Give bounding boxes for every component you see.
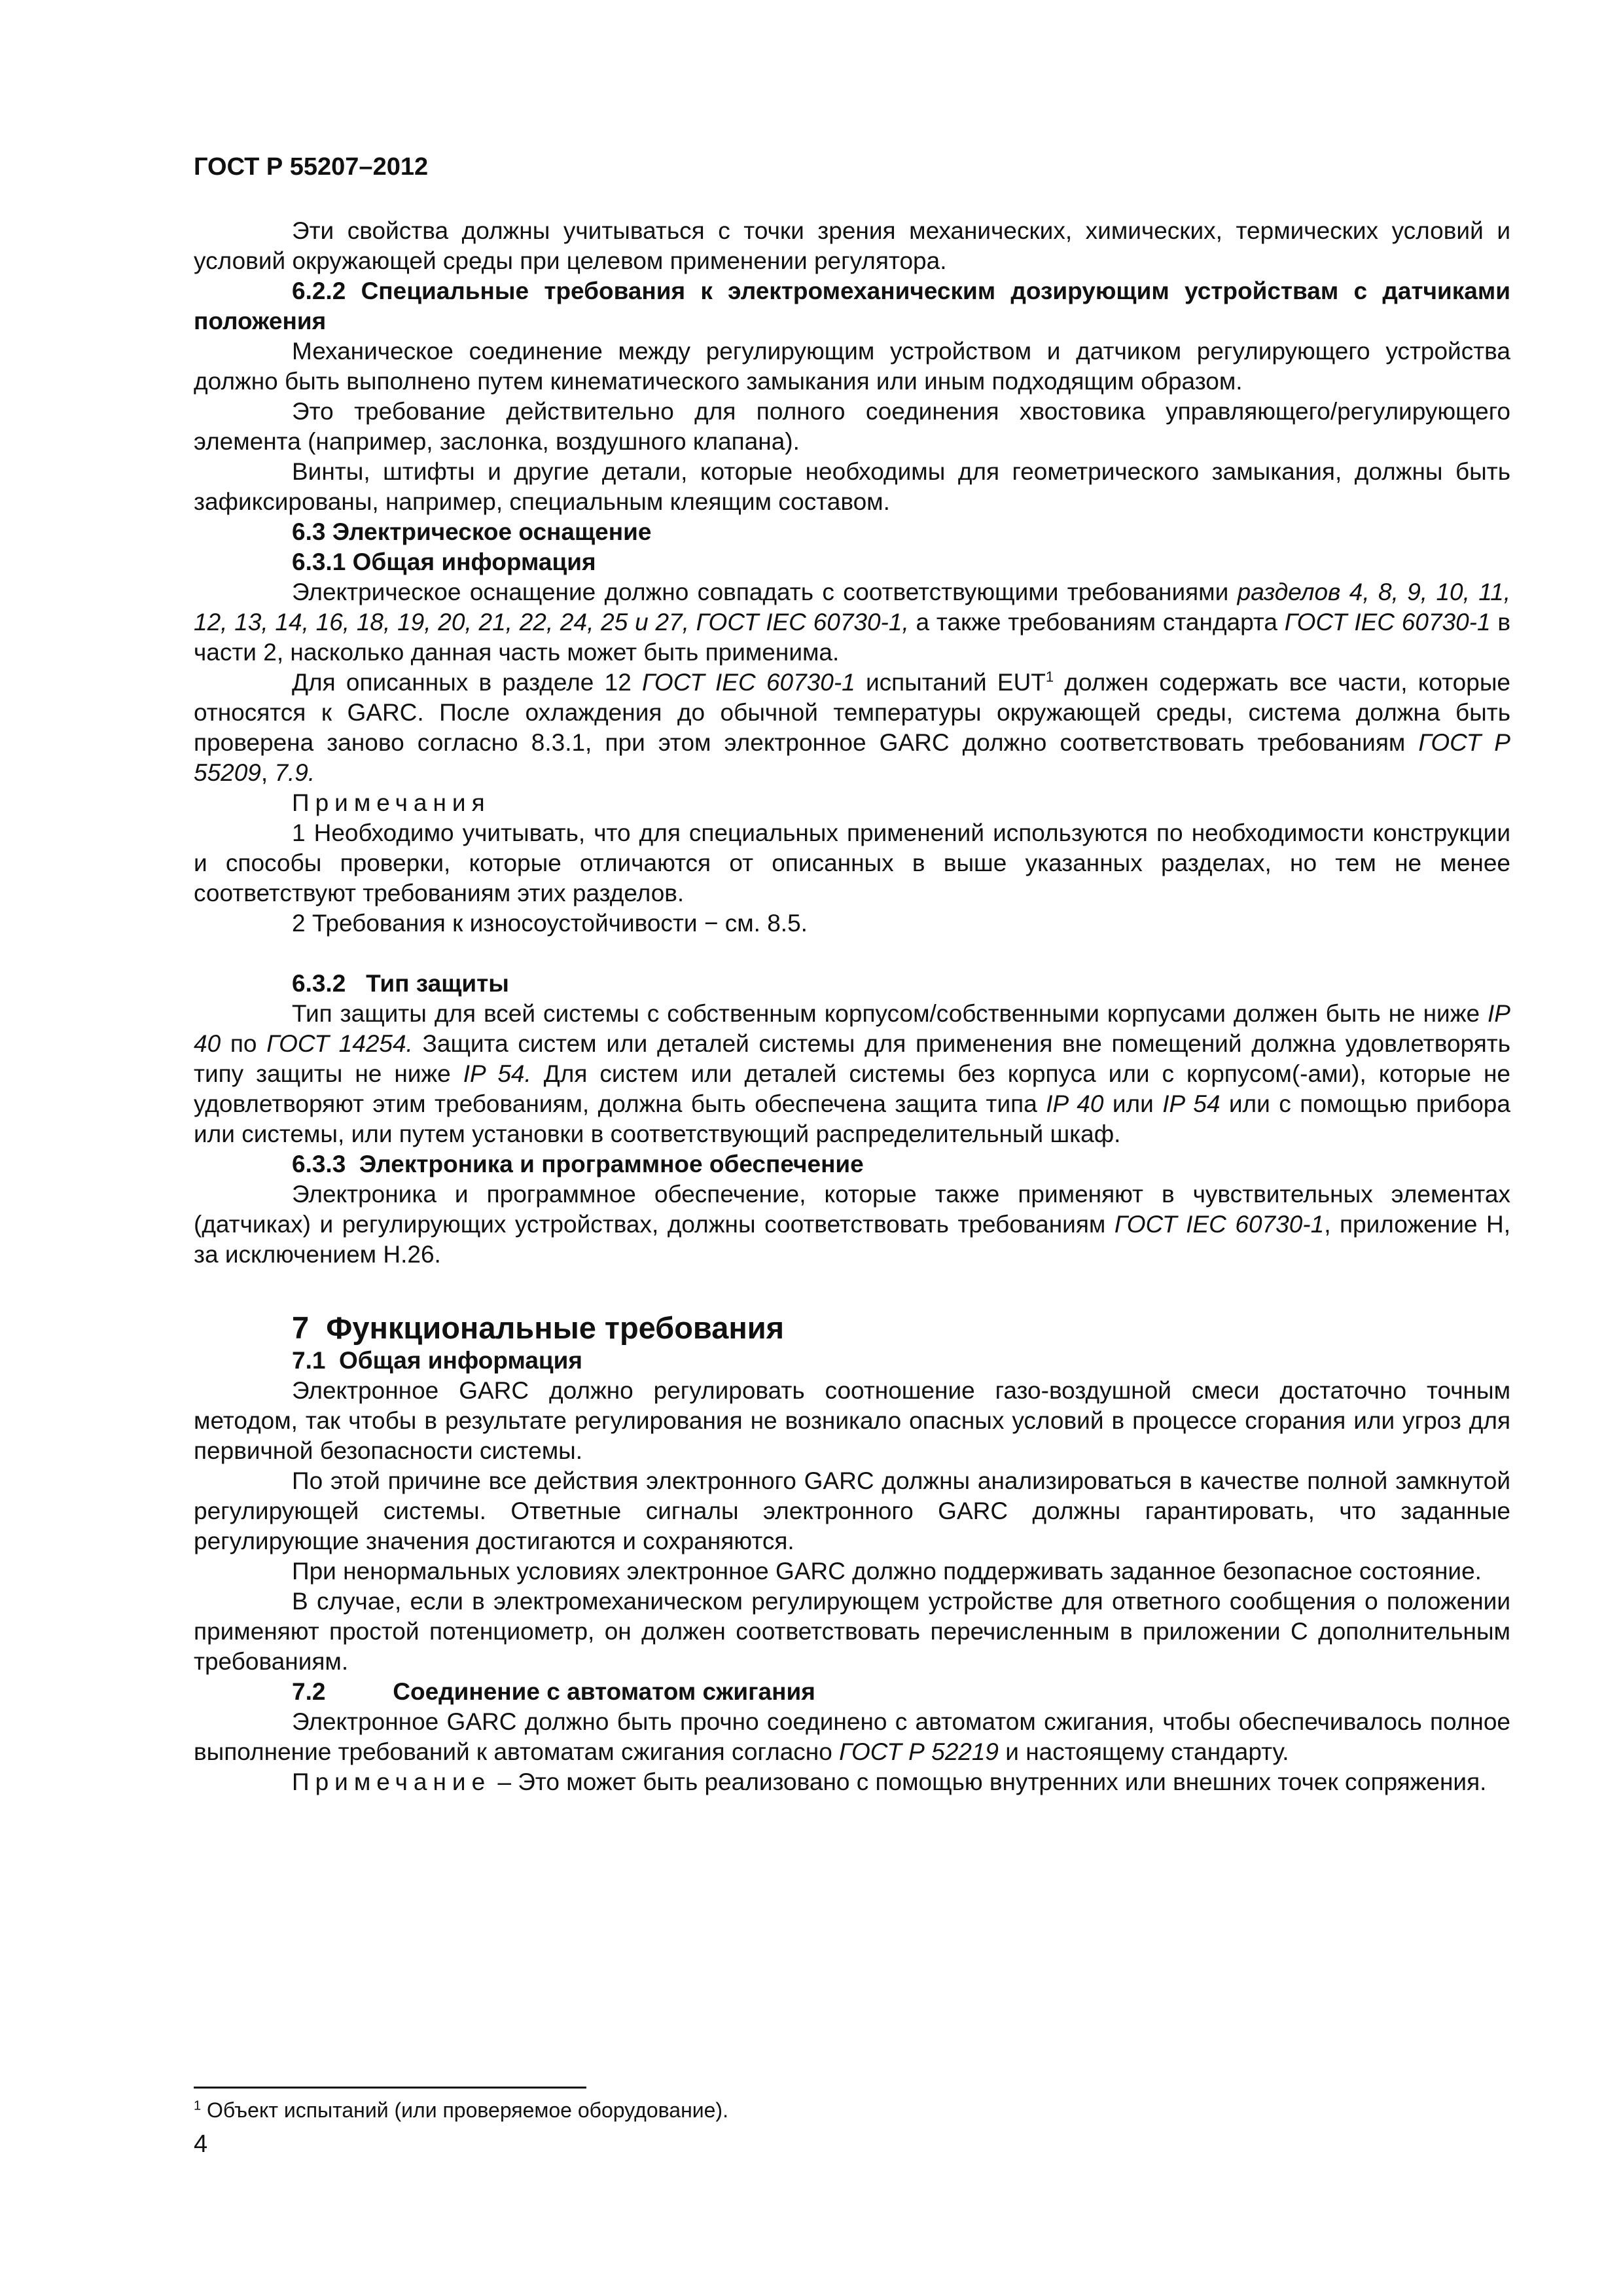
standard-reference: разделов 4, 8, 9, 10, 11, 12, 13, 14, 16, 18, 19, 20, 21, 22, 24, 25 и 27, ГОСТ IEC 60730-1,	[194, 579, 1510, 636]
text-run: Для описанных в разделе 12	[292, 669, 643, 696]
paragraph-protection-type	[194, 999, 1510, 1149]
subsection-heading-6-3-3	[194, 1149, 1510, 1179]
text-run: а также требованиям стандарта	[908, 609, 1285, 636]
footnote-divider	[194, 2087, 586, 2089]
heading-number: 7.2	[292, 1678, 326, 1705]
text-run: – Это может быть реализовано с помощью внутренних или внешних точек сопряжения.	[491, 1768, 1487, 1795]
footnote-text: Объект испытаний (или проверяемое оборудование).	[201, 2098, 728, 2122]
paragraph: Винты, штифты и другие детали, которые необходимы для геометрического замыкания, должны быть зафиксированы, например, специальным клеящим составом.	[194, 458, 1510, 515]
paragraph-electrical-equipment	[194, 577, 1510, 668]
standard-reference: ГОСТ 14254.	[266, 1030, 413, 1057]
text-run: ,	[260, 759, 275, 786]
paragraph-eut-test	[194, 668, 1510, 788]
paragraph: Эти свойства должны учитываться с точки зрения механических, химических, термических условий и условий окружающей среды при целевом применении регулятора.	[194, 217, 1510, 274]
heading-title: Тип защиты	[366, 970, 509, 997]
section-heading-6-3: 6.3 Электрическое оснащение	[292, 518, 652, 545]
footnote-marker: 1	[194, 2098, 202, 2113]
standard-reference: ГОСТ Р 52219	[839, 1738, 999, 1765]
subsection-heading-6-3-2	[194, 969, 1510, 999]
subsection-heading-7-1	[194, 1346, 1510, 1376]
section-heading-7	[194, 1310, 1510, 1346]
standard-reference: IP 54.	[463, 1060, 531, 1087]
standard-reference: ГОСТ IEC 60730-1	[1114, 1211, 1325, 1238]
text-run: или	[1103, 1090, 1163, 1117]
text-run: должен содержать все части, которые относятся к GARC. После охлаждения до обычной температуры окружающей среды, система должна быть проверена заново согласно 8.3.1, при этом электронное GARC должно соответствовать требованиям	[194, 669, 1510, 756]
subsection-heading-7-2	[194, 1677, 1510, 1707]
note-item	[194, 1767, 1510, 1797]
page-number: 4	[194, 2130, 208, 2158]
footnote-marker: 1	[1045, 668, 1054, 685]
heading-title: Функциональные требования	[326, 1310, 785, 1345]
text-run: по	[221, 1030, 267, 1057]
subsection-heading-6-2-2: 6.2.2 Специальные требования к электромеханическим дозирующим устройствам с датчиками положения	[194, 278, 1510, 334]
text-run: в части 2, насколько данная часть может быть применима.	[194, 609, 1510, 666]
paragraph-burner-connection	[194, 1707, 1510, 1767]
text-run: испытаний EUT	[855, 669, 1046, 696]
spacer	[194, 939, 1510, 969]
heading-number: 6.3.2	[292, 970, 346, 997]
subsection-heading-6-3-1: 6.3.1 Общая информация	[292, 548, 596, 575]
heading-number: 7.1	[292, 1347, 326, 1374]
heading-title: Электроника и программное обеспечение	[359, 1151, 864, 1177]
paragraph-electronics	[194, 1179, 1510, 1270]
standard-reference: ГОСТ IEC 60730-1	[642, 669, 855, 696]
paragraph: Это требование действительно для полного соединения хвостовика управляющего/регулирующего элемента (например, заслонка, воздушного клапана).	[194, 398, 1510, 455]
text-run: или с помощью прибора или системы, или путем установки в соответствующий распределительный шкаф.	[194, 1090, 1510, 1147]
text-run: Для систем или деталей системы без корпуса или с корпусом(-ами), которые не удовлетворяют этим требованиям, должна быть обеспечена защита типа	[194, 1060, 1510, 1117]
text-run: Защита систем или деталей системы для применения вне помещений должна удовлетворять типу защиты не ниже	[194, 1030, 1510, 1087]
document-header: ГОСТ Р 55207–2012	[194, 153, 429, 181]
text-run: Электронное GARC должно быть прочно соединено с автоматом сжигания, чтобы обеспечивалось полное выполнение требований к автоматам сжигания согласно	[194, 1708, 1510, 1765]
footnote	[194, 2097, 728, 2123]
page-body	[194, 152, 1510, 1797]
text-run: и настоящему стандарту.	[999, 1738, 1289, 1765]
paragraph: Механическое соединение между регулирующим устройством и датчиком регулирующего устройства должно быть выполнено путем кинематического замыкания или иным подходящим образом.	[194, 338, 1510, 395]
paragraph: В случае, если в электромеханическом регулирующем устройстве для ответного сообщения о положении применяют простой потенциометр, он должен соответствовать перечисленным в приложении С дополнительным требованиям.	[194, 1588, 1510, 1675]
note-item: 2 Требования к износоустойчивости − см. 8.5.	[292, 910, 808, 937]
paragraph: При ненормальных условиях электронное GARC должно поддерживать заданное безопасное состояние.	[292, 1558, 1482, 1585]
standard-reference: ГОСТ Р 55209	[194, 729, 1510, 786]
paragraph: Электронное GARC должно регулировать соотношение газо-воздушной смеси достаточно точным методом, так чтобы в результате регулирования не возникало опасных условий в процессе сгорания или угроз для первичной безопасности системы.	[194, 1377, 1510, 1464]
note-item: 1 Необходимо учитывать, что для специальных применений используются по необходимости конструкции и способы проверки, которые отличаются от описанных в выше указанных разделах, но тем не менее соответствуют требованиям этих разделов.	[194, 819, 1510, 906]
standard-reference: IP 40	[1046, 1090, 1104, 1117]
standard-reference: IP 54	[1162, 1090, 1221, 1117]
text-run: Электроника и программное обеспечение, которые также применяют в чувствительных элементах (датчиках) и регулирующих устройствах, должны соответствовать требованиям	[194, 1181, 1510, 1238]
paragraph: По этой причине все действия электронного GARC должны анализироваться в качестве полной замкнутой регулирующей системы. Ответные сигналы электронного GARC должны гарантировать, что заданные регулирующие значения достигаются и сохраняются.	[194, 1467, 1510, 1554]
heading-title: Общая информация	[339, 1347, 582, 1374]
text-run: Электрическое оснащение должно совпадать с соответствующими требованиями	[292, 579, 1238, 605]
standard-reference: ГОСТ IEC 60730-1	[1284, 609, 1491, 636]
heading-number: 7	[292, 1310, 310, 1345]
heading-title: Соединение с автоматом сжигания	[393, 1678, 815, 1705]
text-run: , приложение Н, за исключением Н.26.	[194, 1211, 1511, 1268]
spacer	[194, 1270, 1510, 1310]
standard-reference: IP 40	[194, 1000, 1510, 1057]
notes-label: Примечания	[292, 789, 491, 816]
note-label: Примечание	[292, 1768, 491, 1795]
standard-reference: 7.9.	[274, 759, 315, 786]
heading-number: 6.3.3	[292, 1151, 346, 1177]
text-run: Тип защиты для всей системы с собственным корпусом/собственными корпусами должен быть не ниже	[292, 1000, 1488, 1027]
